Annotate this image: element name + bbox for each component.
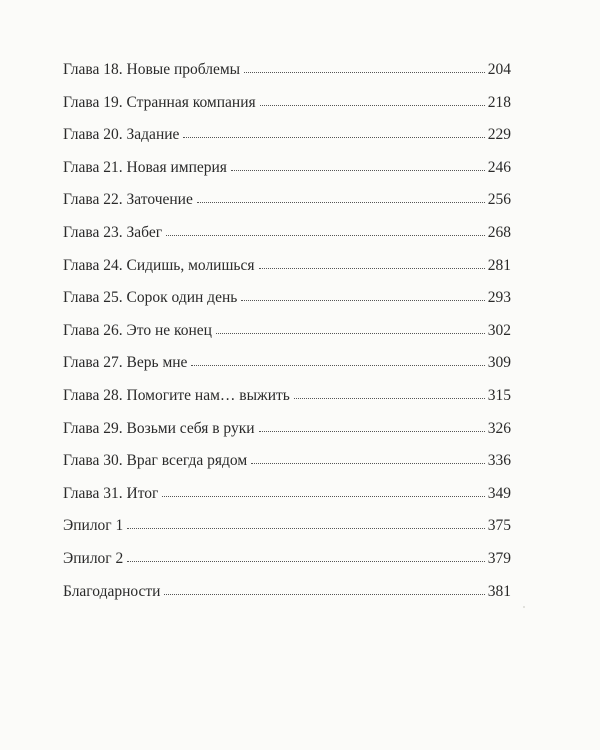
toc-entry — [63, 421, 511, 454]
toc-dot-leader — [166, 235, 485, 236]
toc-entry-title: Глава 27. Верь мне — [63, 354, 188, 372]
toc-entry-page: 281 — [487, 256, 511, 274]
toc-entry-title: Глава 23. Забег — [63, 223, 163, 241]
toc-dot-leader — [216, 333, 485, 334]
toc-entry-title: Глава 20. Задание — [63, 126, 180, 144]
toc-entry — [63, 551, 511, 584]
toc-entry-title: Глава 21. Новая империя — [63, 158, 227, 176]
toc-entry-title: Эпилог 1 — [63, 517, 124, 535]
toc-entry-page: 256 — [487, 191, 511, 209]
toc-entry — [63, 323, 511, 356]
toc-dot-leader — [231, 170, 485, 171]
toc-dot-leader — [191, 365, 484, 366]
toc-entry-page: 349 — [487, 484, 511, 502]
toc-entry-title: Глава 31. Итог — [63, 484, 159, 502]
toc-entry-page: 218 — [487, 93, 511, 111]
toc-dot-leader — [241, 300, 484, 301]
toc-entry-page: 379 — [487, 549, 511, 567]
toc-entry-title: Глава 28. Помогите нам… выжить — [63, 386, 290, 404]
toc-dot-leader — [162, 496, 484, 497]
toc-entry-page: 315 — [487, 386, 511, 404]
toc-entry — [63, 290, 511, 323]
toc-entry-title: Глава 22. Заточение — [63, 191, 193, 209]
toc-dot-leader — [244, 72, 485, 73]
toc-dot-leader — [294, 398, 485, 399]
toc-entry-page: 309 — [487, 354, 511, 372]
toc-entry-title: Глава 24. Сидишь, молишься — [63, 256, 255, 274]
toc-dot-leader — [197, 202, 485, 203]
toc-dot-leader — [251, 463, 485, 464]
toc-entry-page: 229 — [487, 126, 511, 144]
toc-entry-title: Глава 25. Сорок один день — [63, 289, 238, 307]
toc-dot-leader — [127, 528, 484, 529]
toc-entry — [63, 388, 511, 421]
toc-entry-title: Глава 30. Враг всегда рядом — [63, 452, 248, 470]
toc-entry-page: 246 — [487, 158, 511, 176]
toc-dot-leader — [260, 105, 485, 106]
toc-entry — [63, 258, 511, 291]
toc-entry — [63, 225, 511, 258]
toc-dot-leader — [183, 137, 484, 138]
toc-entry-page: 293 — [487, 289, 511, 307]
toc-entry-title: Эпилог 2 — [63, 549, 124, 567]
toc-entry — [63, 160, 511, 193]
toc-entry-page: 375 — [487, 517, 511, 535]
toc-entry — [63, 584, 511, 617]
toc-entry — [63, 192, 511, 225]
toc-entry-title: Глава 19. Странная компания — [63, 93, 256, 111]
toc-entry-page: 268 — [487, 223, 511, 241]
toc-dot-leader — [164, 594, 484, 595]
toc-entry-title: Глава 29. Возьми себя в руки — [63, 419, 255, 437]
toc-entry-page: 381 — [487, 582, 511, 600]
toc-entry-page: 204 — [487, 61, 511, 78]
toc-entry — [63, 127, 511, 160]
paper-speck — [523, 606, 525, 608]
toc-entry — [63, 355, 511, 388]
toc-entry-title: Глава 18. Новые проблемы — [63, 61, 241, 78]
toc-entry-page: 326 — [487, 419, 511, 437]
table-of-contents — [63, 62, 511, 616]
toc-entry-title: Благодарности — [63, 582, 161, 600]
toc-entry — [63, 453, 511, 486]
toc-entry-title: Глава 26. Это не конец — [63, 321, 212, 339]
toc-dot-leader — [259, 431, 485, 432]
toc-entry — [63, 95, 511, 128]
toc-entry — [63, 62, 511, 95]
toc-entry — [63, 486, 511, 519]
toc-entry — [63, 518, 511, 551]
toc-dot-leader — [259, 268, 485, 269]
toc-entry-page: 302 — [487, 321, 511, 339]
toc-entry-page: 336 — [487, 452, 511, 470]
toc-dot-leader — [127, 561, 484, 562]
